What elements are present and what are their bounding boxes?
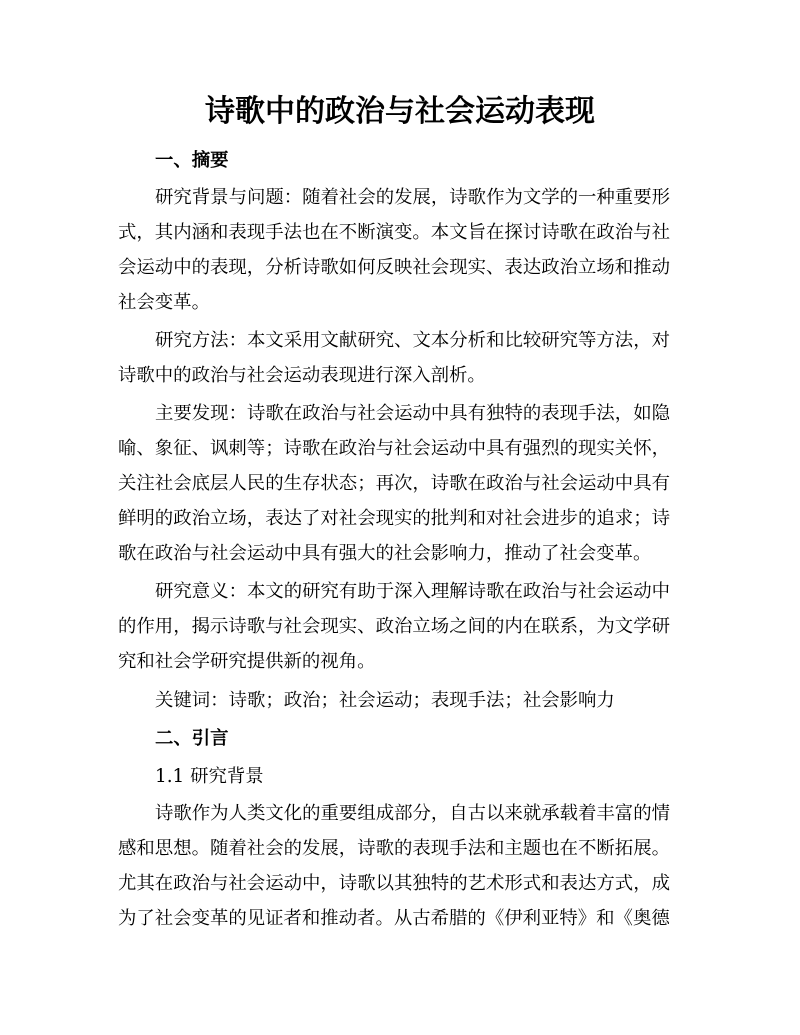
- subsection-heading-background: 1.1 研究背景: [155, 766, 264, 787]
- abstract-paragraph-method: 研究方法：本文采用文献研究、文本分析和比较研究等方法，对诗歌中的政治与社会运动表现进行深入剖析。: [118, 330, 670, 386]
- document-title: 诗歌中的政治与社会运动表现: [205, 94, 595, 129]
- abstract-paragraph-background: 研究背景与问题：随着社会的发展，诗歌作为文学的一种重要形式，其内涵和表现手法也在不断演变。本文旨在探讨诗歌在政治与社会运动中的表现，分析诗歌如何反映社会现实、表达政治立场和推动社会变革。: [118, 187, 670, 313]
- document-body: [118, 142, 670, 939]
- abstract-paragraph-findings: 主要发现：诗歌在政治与社会运动中具有独特的表现手法，如隐喻、象征、讽刺等；诗歌在政治与社会运动中具有强烈的现实关怀，关注社会底层人民的生存状态；再次，诗歌在政治与社会运动中具有鲜明的政治立场，表达了对社会现实的批判和对社会进步的追求；诗歌在政治与社会运动中具有强大的社会影响力，推动了社会变革。: [118, 403, 670, 564]
- section-heading-introduction: 二、引言: [155, 728, 229, 749]
- introduction-paragraph: 诗歌作为人类文化的重要组成部分，自古以来就承载着丰富的情感和思想。随着社会的发展，诗歌的表现手法和主题也在不断拓展。尤其在政治与社会运动中，诗歌以其独特的艺术形式和表达方式，成为了社会变革的见证者和推动者。从古希腊的《伊利亚特》和《奥德: [118, 803, 670, 929]
- section-heading-abstract: 一、摘要: [155, 150, 229, 171]
- keywords-line: 关键词：诗歌；政治；社会运动；表现手法；社会影响力: [155, 690, 615, 711]
- abstract-paragraph-significance: 研究意义：本文的研究有助于深入理解诗歌在政治与社会运动中的作用，揭示诗歌与社会现实、政治立场之间的内在联系，为文学研究和社会学研究提供新的视角。: [118, 581, 670, 672]
